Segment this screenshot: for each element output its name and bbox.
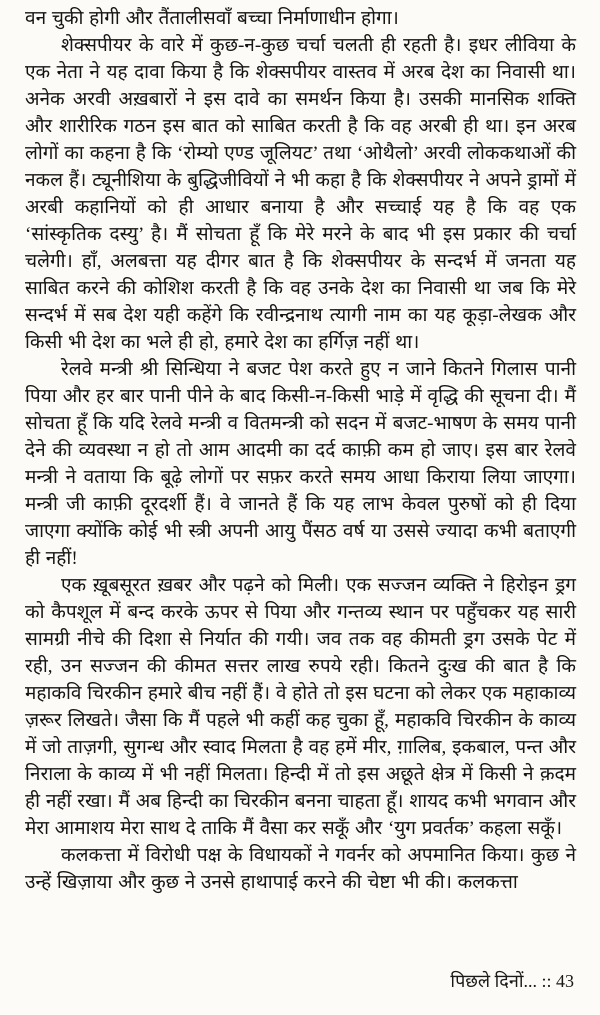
footer-running-title-and-page-number: पिछले दिनों... :: 43: [450, 971, 574, 991]
paragraph-shakespeare: शेक्सपीयर के वारे में कुछ-न-कुछ चर्चा चलती ही रहती है। इधर लीविया के एक नेता ने यह दावा किया है कि शेक्सपीयर वास्तव में अरब देश का निवासी था। अनेक अरवी अख़बारों ने इस दावे का समर्थन किया है। उसकी मानसिक शक्ति और शारीरिक गठन इस बात को साबित करती है कि वह अरबी ही था। इन अरब लोगों का कहना है कि ‘रोम्यो एण्ड जूलियट’ तथा ‘ओथैलो’ अरवी लोककथाओं की नकल हैं। ट्यूनीशिया के बुद्धिजीवियों ने भी कहा है कि शेक्सपीयर ने अपने ड्रामों में अरबी कहानियों को ही आधार बनाया है और सच्चाई यह है कि वह एक ‘सांस्कृतिक दस्यु’ है। मैं सोचता हूँ कि मेरे मरने के बाद भी इस प्रकार की चर्चा चलेगी। हाँ, अलबत्ता यह दीगर बात है कि शेक्सपीयर के सन्दर्भ में जनता यह साबित करने की कोशिश करती है कि वह उनके देश का निवासी था जब कि मेरे सन्दर्भ में सब देश यही कहेंगे कि रवीन्द्रनाथ त्यागी नाम का यह कूड़ा-लेखक और किसी भी देश का भले ही हो, हमारे देश का हर्गिज़ नहीं था।: [25, 35, 576, 353]
paragraph-continuation: वन चुकी होगी और तैंतालीसवाँ बच्चा निर्माणाधीन होगा।: [25, 8, 399, 29]
paragraph-news-story: एक ख़ूबसूरत ख़बर और पढ़ने को मिली। एक सज्जन व्यक्ति ने हिरोइन ड्रग को कैपशूल में बन्द करके ऊपर से पिया और गन्तव्य स्थान पर पहुँचकर यह सारी सामग्री नीचे की दिशा से निर्यात की गयी। जव तक वह कीमती ड्रग उसके पेट में रही, उन सज्जन की कीमत सत्तर लाख रुपये रही। कितने दुःख की बात है कि महाकवि चिरकीन हमारे बीच नहीं हैं। वे होते तो इस घटना को लेकर एक महाकाव्य ज़रूर लिखते। जैसा कि मैं पहले भी कहीं कह चुका हूँ, महाकवि चिरकीन के काव्य में जो ताज़गी, सुगन्ध और स्वाद मिलता है वह हमें मीर, ग़ालिब, इकबाल, पन्त और निराला के काव्य में भी नहीं मिलता। हिन्दी में तो इस अछूते क्षेत्र में किसी ने क़दम ही नहीं रखा। मैं अब हिन्दी का चिरकीन बनना चाहता हूँ। शायद कभी भगवान और मेरा आमाशय मेरा साथ दे ताकि मैं वैसा कर सकूँ और ‘युग प्रवर्तक’ कहला सकूँ।: [25, 575, 576, 839]
page-footer: [25, 968, 576, 995]
paragraph-railway-minister: रेलवे मन्त्री श्री सिन्धिया ने बजट पेश करते हुए न जाने कितने गिलास पानी पिया और हर बार पानी पीने के बाद किसी-न-किसी भाड़े में वृद्धि की सूचना दी। मैं सोचता हूँ कि यदि रेलवे मन्त्री व वितमन्त्री को सदन में बजट-भाषण के समय पानी देने की व्यवस्था न हो तो आम आदमी का दर्द काफ़ी कम हो जाए। इस बार रेलवे मन्त्री ने वताया कि बूढ़े लोगों पर सफ़र करते समय आधा किराया लिया जाएगा। मन्त्री जी काफ़ी दूरदर्शी हैं। वे जानते हैं कि यह लाभ केवल पुरुषों को ही दिया जाएगा क्योंकि कोई भी स्त्री अपनी आयु पैंसठ वर्ष या उससे ज्यादा कभी बताएगी ही नहीं!: [25, 359, 576, 569]
paragraph-calcutta: कलकत्ता में विरोधी पक्ष के विधायकों ने गवर्नर को अपमानित किया। कुछ ने उन्हें खिज़ाया और कुछ ने उनसे हाथापाई करने की चेष्टा भी की। कलकत्ता: [25, 845, 576, 893]
